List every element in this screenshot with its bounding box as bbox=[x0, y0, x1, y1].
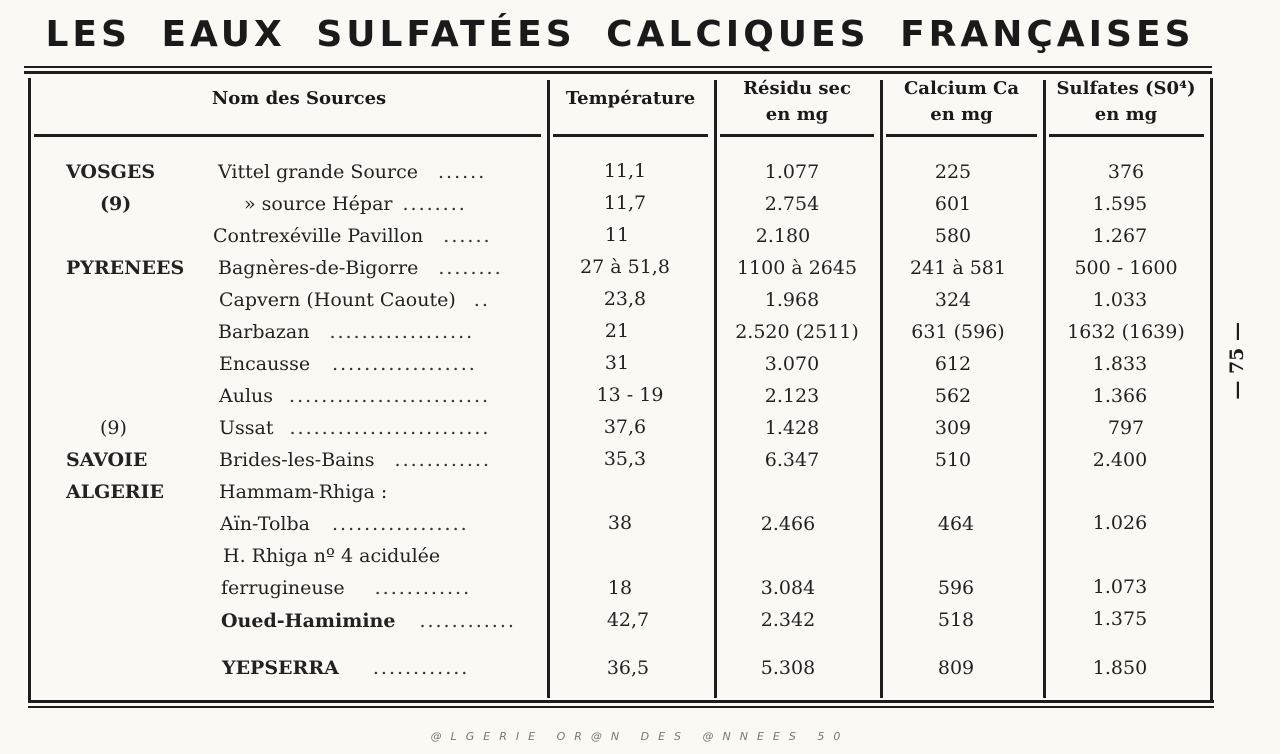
sulfates-cell: 1.833 bbox=[1092, 353, 1148, 375]
page-number-text: — 75 — bbox=[1226, 322, 1248, 400]
source-cell bbox=[219, 412, 490, 444]
region-cell: ALGERIE bbox=[66, 481, 164, 503]
source-cell bbox=[218, 156, 486, 188]
calcium-cell: 309 bbox=[934, 417, 972, 439]
leader-dots: ........ bbox=[438, 257, 503, 279]
page-number bbox=[1222, 322, 1252, 405]
residu-cell: 2.754 bbox=[764, 193, 820, 215]
source-name: H. Rhiga nº 4 acidulée bbox=[223, 545, 441, 567]
source-cell bbox=[221, 572, 471, 604]
sulfates-cell: 797 bbox=[1107, 417, 1145, 439]
sulfates-cell: 1632 (1639) bbox=[1067, 321, 1185, 343]
source-name: Capvern (Hount Caoute) bbox=[219, 289, 456, 311]
header-underline-residu bbox=[720, 134, 874, 137]
source-name: Aïn-Tolba bbox=[220, 513, 310, 535]
source-cell bbox=[223, 540, 440, 572]
temperature-cell: 11,7 bbox=[603, 192, 647, 214]
leader-dots: ................. bbox=[331, 513, 469, 535]
calcium-cell: 580 bbox=[934, 225, 972, 247]
residu-cell: 2.342 bbox=[760, 609, 816, 631]
source-name: YEPSERRA bbox=[222, 657, 339, 679]
residu-cell: 1100 à 2645 bbox=[736, 257, 858, 279]
source-name: Vittel grande Source bbox=[218, 161, 419, 183]
residu-cell: 2.180 bbox=[755, 225, 811, 247]
sulfates-cell: 1.375 bbox=[1092, 608, 1148, 630]
leader-dots: ...... bbox=[443, 225, 492, 247]
header-sulfates-line2: en mg bbox=[1094, 104, 1158, 125]
sulfates-cell: 1.267 bbox=[1092, 225, 1148, 247]
header-underline-calcium bbox=[886, 134, 1037, 137]
header-source: Nom des Sources bbox=[211, 88, 387, 109]
sulfates-cell: 2.400 bbox=[1092, 449, 1148, 471]
temperature-cell: 35,3 bbox=[603, 448, 647, 470]
calcium-cell: 562 bbox=[934, 385, 972, 407]
top-rule-inner bbox=[24, 71, 1212, 74]
calcium-cell: 596 bbox=[937, 577, 975, 599]
temperature-cell: 37,6 bbox=[603, 416, 647, 438]
leader-dots: ........ bbox=[402, 193, 467, 215]
top-rule bbox=[24, 66, 1212, 68]
residu-cell: 1.428 bbox=[764, 417, 820, 439]
residu-cell: 6.347 bbox=[764, 449, 820, 471]
temperature-cell: 11,1 bbox=[603, 160, 647, 182]
source-cell bbox=[219, 380, 490, 412]
header-sulfates-line1: Sulfates (S0⁴) bbox=[1056, 78, 1196, 99]
residu-cell: 1.077 bbox=[764, 161, 820, 183]
page-title: LES EAUX SULFATÉES CALCIQUES FRANÇAISES bbox=[45, 14, 1195, 55]
sulfates-cell: 1.850 bbox=[1092, 657, 1148, 679]
temperature-cell: 23,8 bbox=[603, 288, 647, 310]
leader-dots: .................. bbox=[332, 353, 477, 375]
source-name: Barbazan bbox=[218, 321, 310, 343]
residu-cell: 2.123 bbox=[764, 385, 820, 407]
table-right-border bbox=[1210, 78, 1213, 700]
leader-dots: .................. bbox=[329, 321, 475, 343]
temperature-cell: 13 - 19 bbox=[596, 384, 664, 406]
leader-dots: ......................... bbox=[289, 417, 491, 439]
source-cell bbox=[213, 220, 492, 252]
leader-dots: ............ bbox=[419, 610, 516, 632]
temperature-cell: 42,7 bbox=[606, 609, 650, 631]
source-name: ferrugineuse bbox=[221, 577, 345, 599]
residu-cell: 1.968 bbox=[764, 289, 820, 311]
leader-dots: ............ bbox=[374, 577, 472, 599]
leader-dots: ............ bbox=[394, 449, 492, 471]
source-cell bbox=[219, 284, 490, 316]
residu-cell: 2.520 (2511) bbox=[735, 321, 859, 343]
region-cell: (9) bbox=[100, 193, 132, 215]
leader-dots: .. bbox=[473, 289, 490, 311]
source-cell bbox=[221, 605, 516, 637]
calcium-cell: 601 bbox=[934, 193, 972, 215]
residu-cell: 5.308 bbox=[760, 657, 816, 679]
source-cell bbox=[222, 652, 469, 684]
header-calcium bbox=[886, 76, 1037, 128]
temperature-cell: 11 bbox=[604, 224, 630, 246]
calcium-cell: 510 bbox=[934, 449, 972, 471]
source-cell bbox=[219, 476, 387, 508]
source-name: Bagnères-de-Bigorre bbox=[218, 257, 419, 279]
calcium-cell: 809 bbox=[937, 657, 975, 679]
header-underline-sulfates bbox=[1049, 134, 1204, 137]
source-name: Encausse bbox=[219, 353, 311, 375]
calcium-cell: 518 bbox=[937, 609, 975, 631]
header-underline-temp bbox=[553, 134, 708, 137]
calcium-cell: 612 bbox=[934, 353, 972, 375]
region-cell: SAVOIE bbox=[66, 449, 148, 471]
leader-dots: ......................... bbox=[289, 385, 491, 407]
temperature-cell: 21 bbox=[604, 320, 630, 342]
source-name: » source Hépar bbox=[244, 193, 393, 215]
leader-dots: ...... bbox=[438, 161, 487, 183]
source-name: Hammam-Rhiga : bbox=[219, 481, 388, 503]
calcium-cell: 631 (596) bbox=[911, 321, 1005, 343]
source-cell bbox=[220, 508, 469, 540]
residu-cell: 3.070 bbox=[764, 353, 820, 375]
temperature-cell: 27 à 51,8 bbox=[580, 256, 670, 278]
header-residu-line2: en mg bbox=[765, 104, 829, 125]
source-name: Brides-les-Bains bbox=[219, 449, 375, 471]
calcium-cell: 324 bbox=[934, 289, 972, 311]
header-sulfates bbox=[1046, 76, 1206, 128]
sulfates-cell: 1.033 bbox=[1092, 289, 1148, 311]
calcium-cell: 241 à 581 bbox=[910, 257, 1006, 279]
bottom-rule-inner bbox=[28, 706, 1214, 708]
header-calcium-line2: en mg bbox=[930, 104, 993, 125]
source-name: Contrexéville Pavillon bbox=[213, 225, 424, 247]
header-residu bbox=[720, 76, 874, 128]
temperature-cell: 38 bbox=[607, 512, 633, 534]
temperature-cell: 36,5 bbox=[606, 657, 650, 679]
sulfates-cell: 1.073 bbox=[1092, 576, 1148, 598]
source-name: Aulus bbox=[219, 385, 274, 407]
source-cell bbox=[218, 252, 503, 284]
region-cell: (9) bbox=[100, 417, 127, 439]
sulfates-cell: 1.366 bbox=[1092, 385, 1148, 407]
source-name: Ussat bbox=[219, 417, 274, 439]
table-left-border bbox=[28, 78, 31, 700]
source-cell bbox=[219, 444, 491, 476]
sulfates-cell: 500 - 1600 bbox=[1074, 257, 1178, 279]
source-cell bbox=[219, 348, 477, 380]
footer-watermark: @LGERIE OR@N DES @NNEES 50 bbox=[430, 730, 850, 743]
temperature-cell: 18 bbox=[607, 577, 633, 599]
bottom-rule bbox=[28, 700, 1214, 703]
source-cell bbox=[244, 188, 467, 220]
leader-dots: ............ bbox=[372, 657, 470, 679]
residu-cell: 3.084 bbox=[760, 577, 816, 599]
region-cell: PYRENEES bbox=[66, 257, 185, 279]
region-cell: VOSGES bbox=[66, 161, 156, 183]
source-name: Oued-Hamimine bbox=[221, 610, 396, 632]
source-cell bbox=[218, 316, 474, 348]
calcium-cell: 225 bbox=[934, 161, 972, 183]
calcium-cell: 464 bbox=[937, 513, 975, 535]
header-residu-line1: Résidu sec bbox=[743, 78, 851, 99]
header-calcium-line1: Calcium Ca bbox=[903, 78, 1019, 99]
sulfates-cell: 1.026 bbox=[1092, 512, 1148, 534]
sulfates-cell: 376 bbox=[1107, 161, 1145, 183]
sulfates-cell: 1.595 bbox=[1092, 193, 1148, 215]
header-temperature: Température bbox=[565, 88, 696, 109]
header-underline-source bbox=[34, 134, 541, 137]
residu-cell: 2.466 bbox=[760, 513, 816, 535]
temperature-cell: 31 bbox=[604, 352, 630, 374]
